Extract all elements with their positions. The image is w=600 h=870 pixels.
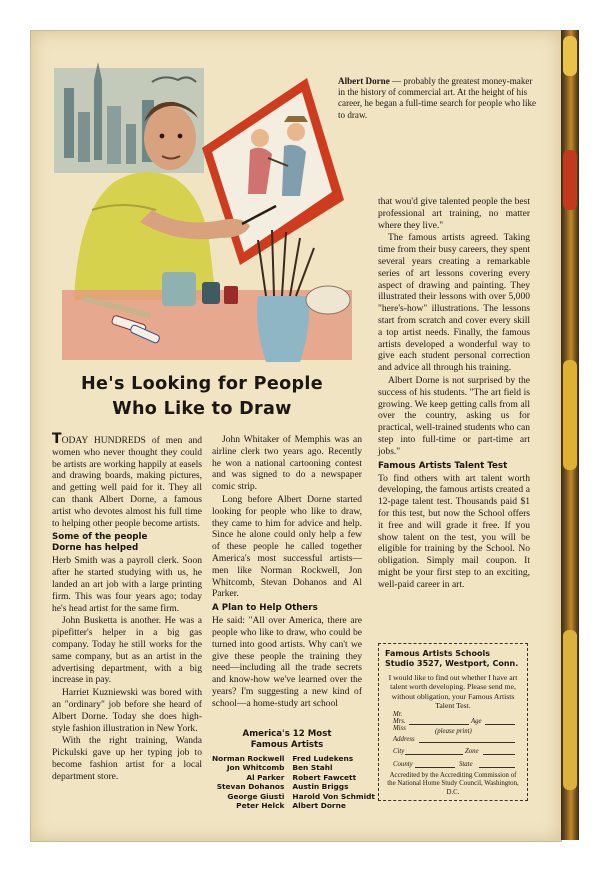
- paragraph: Albert Dorne is not surprised by the success of his students. "The art field is growing. We keep getting calls from all over the country, asking us for practical, well-trained students who can step into full-time or part-time art jobs.": [378, 374, 530, 457]
- artist-name: Austin Briggs: [292, 782, 349, 792]
- paragraph: To find others with art talent worth developing, the famous artists created a 12-page talent test. Thousands paid $1 for this test, but now the School offers it free and will grade it free. If you show talent on the test, you will be eligible for training by the School. No obligation. Simply mail coupon. It might be your first step to an exciting, well-paid career in art.: [378, 472, 530, 590]
- headline-line-1: He's Looking for People: [81, 374, 323, 394]
- artists-list: [212, 754, 375, 810]
- paragraph: Long before Albert Dorne started looking for people who like to draw, they came to him for advice and help. Since he alone could only help a few of these people he called together America's most successful artists—men like Norman Rockwell, Jon Whitcomb, Stevan Dohanos and Al Parker.: [212, 493, 362, 600]
- subheading-line: Some of the people: [52, 532, 148, 543]
- field-label-state: State: [459, 761, 473, 768]
- caption-text: — probably the greatest money-maker in the history of commercial art. At the height of his career, he began a full-time search for people who like to draw.: [338, 76, 537, 120]
- zone-field[interactable]: [483, 754, 515, 755]
- text-column-2: [212, 434, 362, 711]
- field-label-mrs: Mrs.: [393, 718, 406, 725]
- text-column-3: [378, 196, 530, 592]
- subheading: [52, 532, 202, 554]
- county-field[interactable]: [415, 767, 455, 768]
- field-label-zone: Zone: [465, 748, 479, 755]
- headline: [52, 372, 352, 422]
- coupon-address: Studio 3527, Westport, Conn.: [385, 659, 519, 668]
- paragraph: [52, 431, 202, 529]
- artist-name: Robert Fawcett: [292, 772, 357, 782]
- coupon-body: I would like to find out whether I have art talent worth developing. Please send me, without obligation, your Famous Artists Talent Test.: [388, 673, 518, 711]
- paragraph: The famous artists agreed. Taking time from their busy careers, they spent several years creating a remarkable series of art lessons covering every aspect of drawing and painting. They illustrated their lessons with over 5,000 "here's-how" illustrations. The lessons start from scratch and cover every skill a top artist needs. Finally, the famous artists developed a wonderful way to give each student personal correction and advice all through his training.: [378, 232, 530, 374]
- artist-illustration: [52, 60, 352, 365]
- print-note: (please print): [435, 728, 472, 735]
- state-field[interactable]: [479, 767, 515, 768]
- artist-name: Norman Rockwell: [212, 754, 285, 763]
- paragraph: John Busketta is another. He was a pipefitter's helper in a big gas company. Today he still works for the same company, but as an artist in the advertising department, with a big increase in pay.: [52, 615, 202, 686]
- edge-color-patch: [563, 36, 577, 76]
- name-field[interactable]: [409, 724, 469, 725]
- age-field[interactable]: [485, 724, 515, 725]
- paragraph: that wou'd give talented people the best professional art training, no matter where they live.": [378, 196, 530, 231]
- edge-color-patch: [563, 630, 577, 790]
- artist-name: Peter Helck: [236, 801, 285, 811]
- artist-name: Stevan Dohanos: [216, 782, 285, 792]
- edge-color-patch: [563, 360, 577, 470]
- headline-line-2: Who Like to Draw: [112, 399, 292, 419]
- city-field[interactable]: [405, 754, 463, 755]
- subheading-line: Dorne has helped: [52, 543, 139, 554]
- address-field[interactable]: [419, 742, 515, 743]
- mail-coupon: [378, 643, 528, 801]
- artist-name: Harold Von Schmidt: [292, 791, 375, 801]
- field-label-age: Age: [471, 718, 482, 725]
- paragraph: Harriet Kuzniewski was bored with an "ordinary" job before she heard of Albert Dorne. Today she does high-style fashion illustration in New York.: [52, 687, 202, 734]
- illustration-caption: [338, 76, 538, 121]
- paragraph: John Whitaker of Memphis was an airline clerk two years ago. Recently he won a national cartooning contest and was signed to do a newspaper comic strip.: [212, 434, 362, 493]
- paragraph: He said: "All over America, there are people who like to draw, who could be turned into good artists. Why can't we give these people the training they need—including all the trade secrets and know-how we've learned over the years? I'm suggesting a new kind of school—a home-study art school: [212, 615, 362, 709]
- famous-artists-box: [212, 729, 375, 811]
- field-label-county: County: [393, 761, 413, 768]
- lead-in: ODAY HUNDREDS: [61, 435, 146, 446]
- field-label-city: City: [393, 748, 405, 755]
- field-label-miss: Miss: [393, 725, 406, 732]
- artist-name: George Giusti: [227, 791, 285, 801]
- subheading: Famous Artists Talent Test: [378, 460, 508, 471]
- text-column-1: [52, 431, 202, 784]
- artist-name: Al Parker: [246, 772, 285, 782]
- subheading: A Plan to Help Others: [212, 603, 318, 614]
- paragraph: With the right training, Wanda Pickulski gave up her typing job to become fashion artist for a local department store.: [52, 735, 202, 782]
- edge-color-patch: [563, 150, 577, 210]
- artist-name: Jon Whitcomb: [226, 763, 285, 773]
- accreditation-note: Accredited by the Accrediting Commission of the National Home Study Council, Washington, D.C.: [387, 772, 519, 796]
- artists-title-line: Famous Artists: [250, 739, 324, 750]
- field-label-mr: Mr.: [393, 711, 403, 718]
- paragraph-text: of men and women who never thought they could be artists are working happily at easels and drawing boards, making pictures, and getting well paid for it. They all can thank Albert Dorne, a famous artist who devotes almost his full time to helping other people become artists.: [52, 435, 202, 529]
- caption-name: Albert Dorne: [338, 76, 390, 86]
- field-label-address: Address: [393, 736, 415, 743]
- artist-name: Ben Stahl: [292, 763, 333, 773]
- adjacent-page-edge: [561, 30, 579, 840]
- artist-name: Fred Ludekens: [292, 754, 354, 763]
- drop-cap: T: [52, 431, 62, 447]
- artist-name: Albert Dorne: [292, 801, 346, 811]
- coupon-school: Famous Artists Schools: [385, 649, 490, 658]
- artists-title-line: America's 12 Most: [242, 729, 332, 739]
- paragraph: Herb Smith was a payroll clerk. Soon after he started studying with us, he landed an art job with a large printing firm. This was four years ago; today he's head artist for the same firm.: [52, 555, 202, 614]
